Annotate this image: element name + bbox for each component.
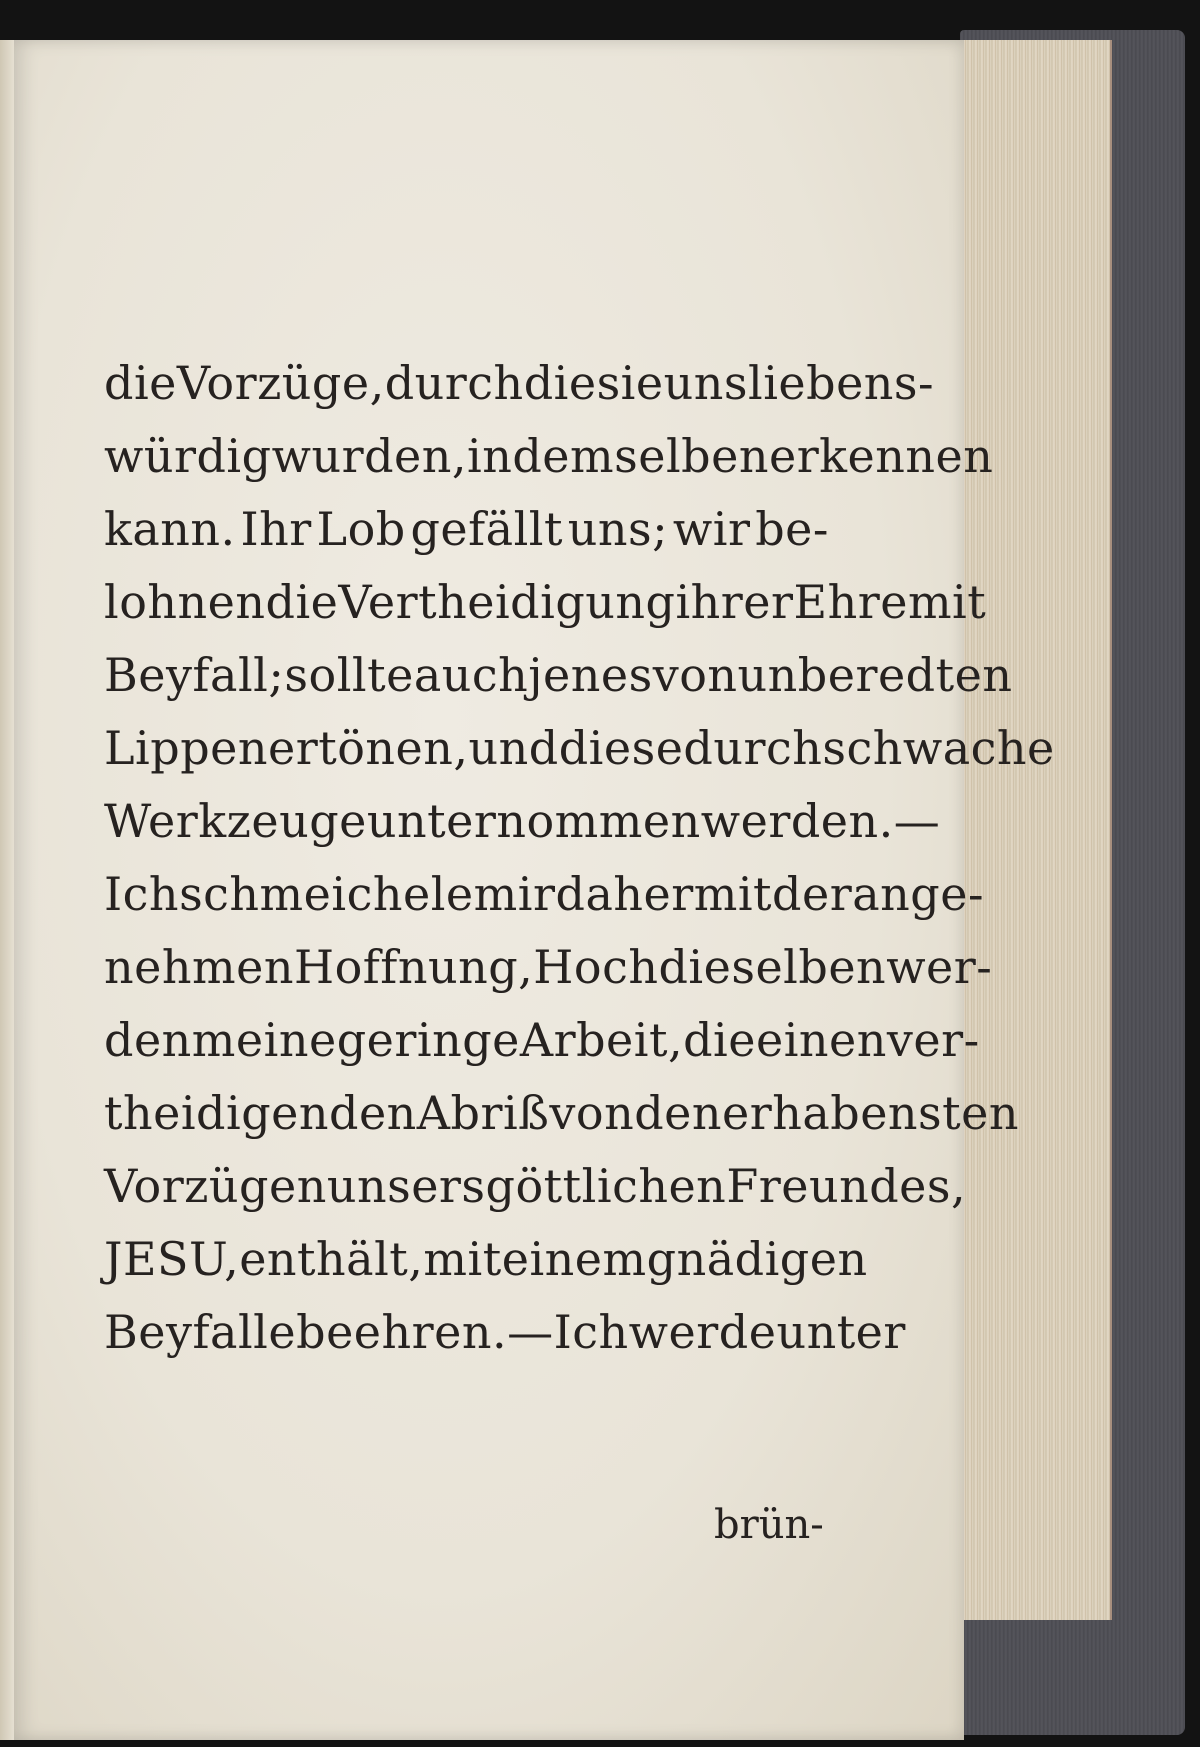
word: Freundes, bbox=[726, 1159, 967, 1213]
word: kann. bbox=[104, 502, 236, 556]
text-line bbox=[104, 1159, 967, 1232]
word: von bbox=[652, 648, 738, 702]
text-line bbox=[104, 1086, 1019, 1159]
word: theidigenden bbox=[104, 1086, 417, 1140]
word: die bbox=[523, 356, 597, 410]
text-line bbox=[104, 429, 994, 502]
word: demselben bbox=[512, 429, 769, 483]
page-edges bbox=[960, 40, 1112, 1620]
word: sie bbox=[596, 356, 664, 410]
word: wurden, bbox=[271, 429, 467, 483]
text-line bbox=[104, 1013, 980, 1086]
word: wir bbox=[672, 502, 751, 556]
word: würdig bbox=[104, 429, 272, 483]
word: schwache bbox=[822, 721, 1055, 775]
text-block bbox=[104, 356, 1055, 1378]
word: daher bbox=[555, 867, 694, 921]
word: ihrer bbox=[675, 575, 794, 629]
word: Ehre bbox=[793, 575, 908, 629]
word: Lob bbox=[316, 502, 406, 556]
word: Vorzügen bbox=[104, 1159, 327, 1213]
word: Ich bbox=[104, 867, 180, 921]
word: Lippen bbox=[104, 721, 268, 775]
book-page bbox=[14, 40, 1055, 1740]
text-line bbox=[104, 867, 984, 940]
text-line bbox=[104, 1305, 906, 1378]
word: der bbox=[772, 867, 853, 921]
text-line bbox=[104, 940, 993, 1013]
word: geringe bbox=[336, 1013, 520, 1067]
word: unsers bbox=[326, 1159, 486, 1213]
word: werde bbox=[628, 1305, 777, 1359]
word: einen bbox=[755, 1013, 887, 1067]
word: — bbox=[507, 1305, 554, 1359]
word: Ihr bbox=[240, 502, 312, 556]
word: gnädigen bbox=[646, 1232, 868, 1286]
word: gefällt bbox=[410, 502, 563, 556]
text-line bbox=[104, 794, 941, 867]
word: wer- bbox=[886, 940, 993, 994]
word: Hoffnung, bbox=[293, 940, 534, 994]
word: auch bbox=[413, 648, 529, 702]
word: unter bbox=[776, 1305, 906, 1359]
word: den bbox=[634, 1086, 722, 1140]
word: von bbox=[549, 1086, 635, 1140]
word: den bbox=[104, 1013, 192, 1067]
word: erhabensten bbox=[722, 1086, 1019, 1140]
word: schmeichele bbox=[179, 867, 474, 921]
word: beehren. bbox=[296, 1305, 508, 1359]
word: enthält, bbox=[239, 1232, 424, 1286]
word: JESU, bbox=[104, 1232, 240, 1286]
word: ver- bbox=[886, 1013, 980, 1067]
word: — bbox=[893, 794, 941, 848]
catchword: brün- bbox=[714, 1502, 824, 1548]
word: diese bbox=[558, 721, 684, 775]
text-line bbox=[104, 721, 1055, 794]
text-line bbox=[104, 502, 829, 575]
word: nehmen bbox=[104, 940, 294, 994]
word: unternommen bbox=[366, 794, 701, 848]
word: Abriß bbox=[416, 1086, 550, 1140]
word: göttlichen bbox=[485, 1159, 727, 1213]
word: mit bbox=[423, 1232, 502, 1286]
text-line bbox=[104, 1232, 868, 1305]
word: Hochdieselben bbox=[533, 940, 887, 994]
word: be- bbox=[755, 502, 829, 556]
word: jenes bbox=[528, 648, 653, 702]
left-page-edge bbox=[0, 40, 14, 1740]
word: durch bbox=[384, 356, 524, 410]
word: Arbeit, bbox=[519, 1013, 684, 1067]
word: durch bbox=[683, 721, 823, 775]
word: ertönen, bbox=[268, 721, 469, 775]
word: Werkzeuge bbox=[104, 794, 367, 848]
word: Ich bbox=[553, 1305, 629, 1359]
word: uns; bbox=[567, 502, 669, 556]
word: Beyfalle bbox=[104, 1305, 297, 1359]
word: sollte bbox=[284, 648, 414, 702]
word: lohnen bbox=[104, 575, 266, 629]
word: einem bbox=[501, 1232, 647, 1286]
word: erkennen bbox=[768, 429, 994, 483]
word: unberedten bbox=[737, 648, 1013, 702]
word: Beyfall; bbox=[104, 648, 285, 702]
word: liebens- bbox=[747, 356, 935, 410]
word: mit bbox=[693, 867, 773, 921]
word: uns bbox=[663, 356, 748, 410]
word: meine bbox=[191, 1013, 337, 1067]
word: mir bbox=[473, 867, 556, 921]
word: die bbox=[683, 1013, 756, 1067]
word: mit bbox=[907, 575, 987, 629]
word: Vertheidigung bbox=[338, 575, 676, 629]
word: Vorzüge, bbox=[176, 356, 385, 410]
text-line bbox=[104, 648, 1013, 721]
text-line bbox=[104, 356, 935, 429]
text-line bbox=[104, 575, 987, 648]
word: die bbox=[104, 356, 177, 410]
word: in bbox=[467, 429, 513, 483]
word: und bbox=[468, 721, 559, 775]
word: die bbox=[265, 575, 339, 629]
word: werden. bbox=[700, 794, 894, 848]
word: ange- bbox=[852, 867, 984, 921]
